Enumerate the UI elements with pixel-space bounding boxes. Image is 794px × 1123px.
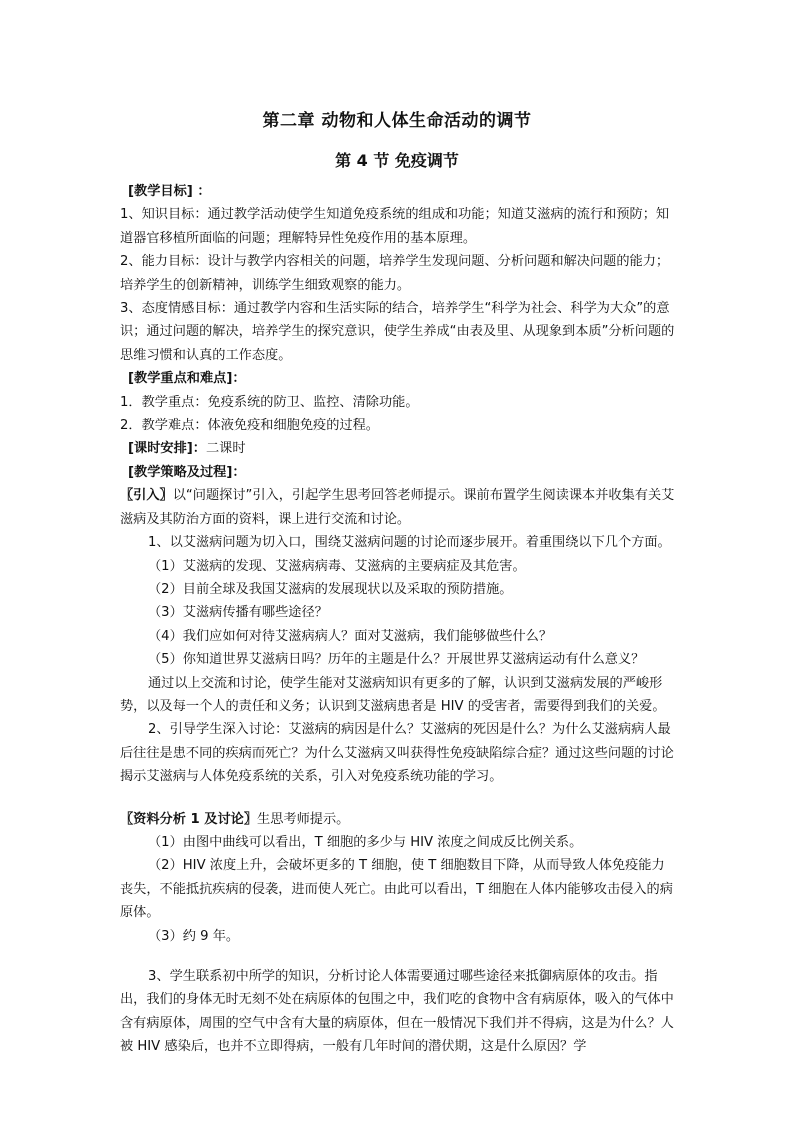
summary-paragraph: 通过以上交流和讨论，使学生能对艾滋病知识有更多的了解，认识到艾滋病发展的严峻形势，以及每一个人的责任和义务；认识到艾滋病患者是 HIV 的受害者，需要得到我们的关爱。 [120, 675, 666, 714]
document-body [120, 180, 675, 1059]
schedule-heading: [课时安排]： [128, 441, 206, 457]
blank-line [120, 948, 675, 965]
objective-item: 3、态度情感目标：通过教学内容和生活实际的结合，培养学生“科学为社会、科学为大众”的意识；通过问题的解决，培养学生的探究意识，使学生养成“由表及里、从现象到本质”分析问题的思维习惯和认真的工作态度。 [120, 301, 675, 363]
key-point-item: 2．教学难点：体液免疫和细胞免疫的过程。 [120, 418, 379, 434]
analysis-text: 生思考师提示。 [257, 811, 350, 827]
discussion-point-3: 3、学生联系初中所学的知识，分析讨论人体需要通过哪些途径来抵御病原体的攻击。指出，我们的身体无时无刻不处在病原体的包围之中，我们吃的食物中含有病原体，吸入的气体中含有病原体，周围的空气中含有大量的病原体，但在一般情况下我们并不得病，这是为什么？人被 HIV 感染后，也并不立即得病，一般有几年时间的潜伏期，这是什么原因？学 [120, 969, 674, 1055]
section-title: 第 4 节 免疫调节 [335, 151, 459, 170]
question-item: （5）你知道世界艾滋病日吗？历年的主题是什么？开展世界艾滋病运动有什么意义？ [148, 652, 645, 668]
schedule-value: 二课时 [206, 441, 246, 457]
analysis-answer: （3）约 9 年。 [148, 928, 240, 944]
intro-paragraph [120, 484, 675, 531]
analysis-answer: （2）HIV 浓度上升，会破坏更多的 T 细胞，使 T 细胞数目下降，从而导致人体免疫能力丧失，不能抵抗疾病的侵袭，进而使人死亡。由此可以看出，T 细胞在人体内能够攻击侵入的病原体。 [120, 858, 673, 921]
question-item: （4）我们应如何对待艾滋病病人？面对艾滋病，我们能够做些什么？ [148, 628, 553, 644]
question-item: （2）目前全球及我国艾滋病的发展现状以及采取的预防措施。 [148, 581, 513, 597]
intro-text: 以“问题探讨”引入，引起学生思考回答老师提示。课前布置学生阅读课本并收集有关艾滋病及其防治方面的资料，课上进行交流和讨论。 [120, 488, 675, 527]
chapter-title: 第二章 动物和人体生命活动的调节 [262, 111, 532, 131]
objective-item: 1、知识目标：通过教学活动使学生知道免疫系统的组成和功能；知道艾滋病的流行和预防；知道器官移植所面临的问题；理解特异性免疫作用的基本原理。 [120, 207, 670, 246]
intro-label: 〖引入〗 [120, 488, 173, 504]
objectives-heading: [教学目标] ： [128, 184, 211, 199]
discussion-point-1: 1、以艾滋病问题为切入口，围绕艾滋病问题的讨论而逐步展开。着重围绕以下几个方面。 [148, 535, 671, 551]
analysis-paragraph [120, 808, 675, 831]
key-point-item: 1．教学重点：免疫系统的防卫、监控、清除功能。 [120, 394, 419, 410]
discussion-point-2: 2、引导学生深入讨论：艾滋病的病因是什么？艾滋病的死因是什么？为什么艾滋病病人最后往往是患不同的疾病而死亡？为什么艾滋病又叫获得性免疫缺陷综合症？通过这些问题的讨论揭示艾滋病与人体免疫系统的关系，引入对免疫系统功能的学习。 [120, 722, 674, 785]
strategy-heading: [教学策略及过程]： [128, 464, 246, 480]
schedule-line [120, 437, 675, 460]
key-points-heading: [教学重点和难点]： [128, 371, 246, 387]
question-item: （1）艾滋病的发现、艾滋病病毒、艾滋病的主要病症及其危害。 [148, 558, 526, 574]
analysis-answer: （1）由图中曲线可以看出，T 细胞的多少与 HIV 浓度之间成反比例关系。 [148, 834, 583, 850]
question-item: （3）艾滋病传播有哪些途径？ [148, 605, 328, 621]
blank-line [120, 789, 675, 808]
objective-item: 2、能力目标：设计与教学内容相关的问题，培养学生发现问题、分析问题和解决问题的能力；培养学生的创新精神，训练学生细致观察的能力。 [120, 254, 670, 293]
analysis-label: 〖资料分析 1 及讨论〗 [120, 811, 258, 827]
